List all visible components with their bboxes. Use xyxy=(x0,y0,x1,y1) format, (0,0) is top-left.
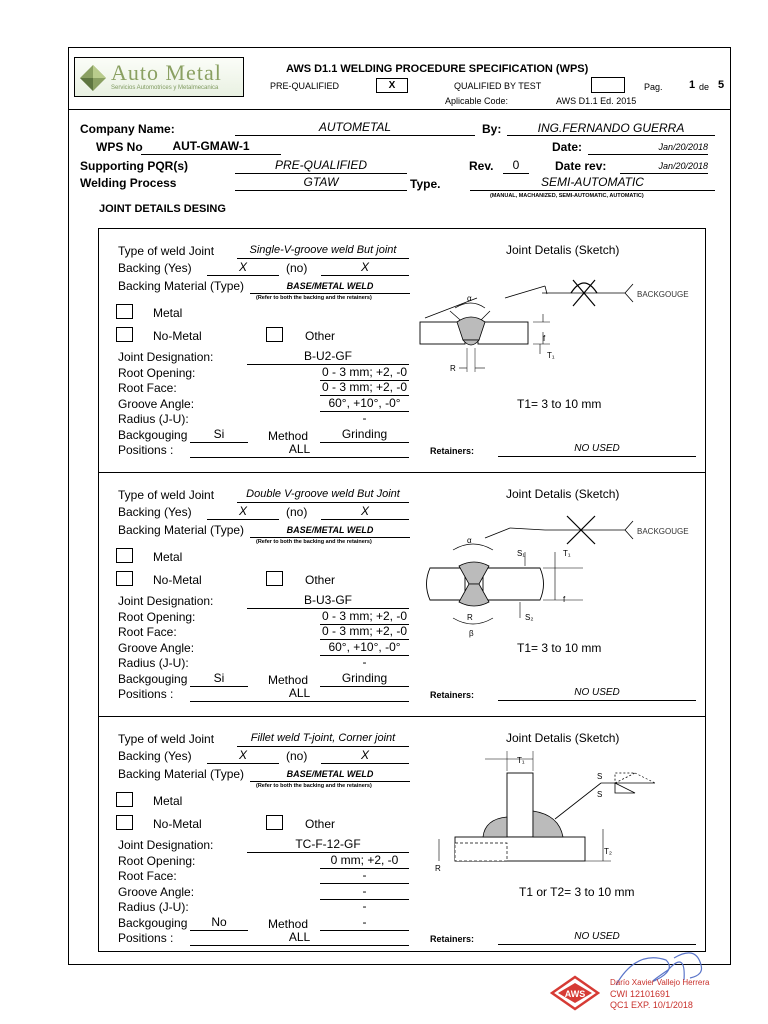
joint-designation-value-2: B-U3-GF xyxy=(247,593,409,609)
backgouge-label-1: BACKGOUGE xyxy=(637,290,689,299)
signer-cert: CWI 12101691 xyxy=(610,989,671,999)
date-label: Date: xyxy=(552,140,583,154)
groove-angle-value-1: 60°, +10°, -0° xyxy=(320,396,409,412)
method-value-1: Grinding xyxy=(320,427,409,443)
type-note: (MANUAL, MACHANIZED, SEMI-AUTOMATIC, AUTOMATIC) xyxy=(490,193,644,199)
radius-value-2: - xyxy=(362,655,367,669)
backgouging-value-2: Si xyxy=(190,671,248,687)
backing-no-label-3: (no) xyxy=(286,749,308,763)
metal-label-1: Metal xyxy=(153,306,183,320)
logo-brand: Auto Metal xyxy=(111,60,222,85)
backing-material-label-2: Backing Material (Type) xyxy=(118,523,245,537)
radius-label-3: Radius (J-U): xyxy=(118,900,189,914)
backgouging-label-3: Backgouging xyxy=(118,916,188,930)
r-label-2: R xyxy=(467,613,473,622)
alpha-label-2: α xyxy=(467,536,472,545)
root-opening-label-1: Root Opening: xyxy=(118,366,196,380)
backing-material-value-1: BASE/METAL WELD xyxy=(250,281,410,294)
backing-yes-value-2[interactable]: X xyxy=(207,504,279,520)
s1-label-2: S₁ xyxy=(517,549,526,558)
prequalified-checkbox[interactable]: X xyxy=(376,78,408,93)
sketch-double-v-groove xyxy=(415,508,705,643)
type-of-weld-label-2: Type of weld Joint xyxy=(118,488,215,502)
type-label: Type. xyxy=(410,177,441,191)
joint-designation-value-3: TC-F-12-GF xyxy=(247,837,409,853)
metal-checkbox-3[interactable] xyxy=(116,792,133,807)
root-opening-value-2: 0 - 3 mm; +2, -0 xyxy=(321,609,408,623)
retainers-value-3: NO USED xyxy=(498,931,696,945)
root-face-label-1: Root Face: xyxy=(118,381,177,395)
other-label-3: Other xyxy=(305,817,336,831)
root-face-value-1: 0 - 3 mm; +2, -0 xyxy=(321,380,408,394)
root-face-label-2: Root Face: xyxy=(118,625,177,639)
nonmetal-checkbox-1[interactable] xyxy=(116,327,133,342)
wps-label: WPS No xyxy=(96,140,143,154)
positions-label-3: Positions : xyxy=(118,931,174,945)
root-opening-label-2: Root Opening: xyxy=(118,610,196,624)
signer-name: Darío Xavier Vallejo Herrera xyxy=(610,978,710,987)
root-face-value-3: - xyxy=(320,868,409,884)
company-logo xyxy=(74,57,244,97)
backing-material-value-2: BASE/METAL WELD xyxy=(250,525,410,538)
type-of-weld-value-1: Single-V-groove weld But joint xyxy=(237,244,409,259)
diamond-logo-icon xyxy=(79,64,107,92)
date-value: Jan/20/2018 xyxy=(588,142,708,155)
retainers-label-1: Retainers: xyxy=(430,446,475,456)
nonmetal-checkbox-2[interactable] xyxy=(116,571,133,586)
groove-angle-value-2: 60°, +10°, -0° xyxy=(320,640,409,656)
groove-angle-label-3: Groove Angle: xyxy=(118,885,195,899)
retainers-label-2: Retainers: xyxy=(430,690,475,700)
page-number: 1 xyxy=(689,79,696,91)
alpha-label-1: α xyxy=(467,294,472,303)
other-label-2: Other xyxy=(305,573,336,587)
metal-checkbox-2[interactable] xyxy=(116,548,133,563)
backing-note-3: (Refer to both the backing and the retainers) xyxy=(256,783,372,789)
root-opening-label-3: Root Opening: xyxy=(118,854,196,868)
radius-value-3: - xyxy=(362,899,367,913)
root-opening-value-3: 0 mm; +2, -0 xyxy=(320,853,409,869)
type-of-weld-value-2: Double V-groove weld But Joint xyxy=(237,488,409,503)
other-checkbox-1[interactable] xyxy=(266,327,283,342)
backing-no-label-2: (no) xyxy=(286,505,308,519)
backing-yes-value-3[interactable]: X xyxy=(207,748,279,764)
code-label: Aplicable Code: xyxy=(445,96,509,106)
process-value: GTAW xyxy=(235,175,407,191)
qualified-by-test-label: QUALIFIED BY TEST xyxy=(454,81,542,91)
rev-label: Rev. xyxy=(469,159,494,173)
s2-label-2: S₂ xyxy=(525,613,534,622)
nonmetal-label-2: No-Metal xyxy=(153,573,202,587)
joint-designation-label-1: Joint Designation: xyxy=(118,350,214,364)
joint-designation-value-1: B-U2-GF xyxy=(247,349,409,365)
radius-label-1: Radius (J-U): xyxy=(118,412,189,426)
joint-designation-label-2: Joint Designation: xyxy=(118,594,214,608)
rev-value: 0 xyxy=(503,158,529,174)
backing-material-label-3: Backing Material (Type) xyxy=(118,767,245,781)
thickness-value-1: T1= 3 to 10 mm xyxy=(517,397,602,411)
retainers-value-2: NO USED xyxy=(498,687,696,701)
s-label-bottom: S xyxy=(597,790,603,799)
pqr-value: PRE-QUALIFIED xyxy=(235,158,407,174)
backing-no-value-2[interactable]: X xyxy=(321,504,409,520)
t1-label-3: T₁ xyxy=(517,756,525,765)
section-title: JOINT DETAILS DESING xyxy=(99,203,226,215)
method-value-2: Grinding xyxy=(320,671,409,687)
radius-value-1: - xyxy=(362,411,367,425)
groove-angle-label-1: Groove Angle: xyxy=(118,397,195,411)
type-value: SEMI-AUTOMATIC xyxy=(470,175,715,191)
backing-no-label-1: (no) xyxy=(286,261,308,275)
thickness-value-2: T1= 3 to 10 mm xyxy=(517,641,602,655)
retainers-label-3: Retainers: xyxy=(430,934,475,944)
positions-value-2: ALL xyxy=(190,686,409,702)
header-divider xyxy=(68,109,731,110)
sketch-single-v-groove xyxy=(415,268,705,388)
nonmetal-label-1: No-Metal xyxy=(153,329,202,343)
positions-label-1: Positions : xyxy=(118,443,174,457)
root-face-label-3: Root Face: xyxy=(118,869,177,883)
method-value-3: - xyxy=(320,915,409,931)
thickness-value-3: T1 or T2= 3 to 10 mm xyxy=(519,885,635,899)
method-label-3: Method xyxy=(268,917,309,931)
backing-yes-label-3: Backing (Yes) xyxy=(118,749,192,763)
type-of-weld-value-3: Fillet weld T-joint, Corner joint xyxy=(237,732,409,747)
logo-tagline: Servicios Automotrices y Metalmecanica xyxy=(111,85,219,91)
backing-yes-label-1: Backing (Yes) xyxy=(118,261,192,275)
date-rev-label: Date rev: xyxy=(555,159,607,173)
code-value: AWS D1.1 Ed. 2015 xyxy=(556,96,637,106)
method-label-2: Method xyxy=(268,673,309,687)
backing-no-value-3[interactable]: X xyxy=(321,748,409,764)
pqr-label: Supporting PQR(s) xyxy=(80,159,188,173)
signer-exp: QC1 EXP. 10/1/2018 xyxy=(610,1000,693,1010)
backgouging-value-1: Si xyxy=(190,427,248,443)
positions-value-3: ALL xyxy=(190,930,409,946)
radius-label-2: Radius (J-U): xyxy=(118,656,189,670)
sketch-label-3: Joint Detalis (Sketch) xyxy=(506,731,620,745)
prequalified-label: PRE-QUALIFIED xyxy=(270,81,340,91)
nonmetal-checkbox-3[interactable] xyxy=(116,815,133,830)
sketch-fillet-t-joint xyxy=(425,745,705,880)
sketch-label-1: Joint Detalis (Sketch) xyxy=(506,243,620,257)
other-label-1: Other xyxy=(305,329,336,343)
backing-material-label-1: Backing Material (Type) xyxy=(118,279,245,293)
nonmetal-label-3: No-Metal xyxy=(153,817,202,831)
groove-angle-label-2: Groove Angle: xyxy=(118,641,195,655)
backing-yes-value-1[interactable]: X xyxy=(207,260,279,276)
backing-no-value-1[interactable]: X xyxy=(321,260,409,276)
company-value: AUTOMETAL xyxy=(235,120,475,136)
root-opening-value-1: 0 - 3 mm; +2, -0 xyxy=(321,365,408,379)
positions-label-2: Positions : xyxy=(118,687,174,701)
beta-label-2: β xyxy=(469,629,474,638)
positions-value-1: ALL xyxy=(190,442,409,458)
backing-note-1: (Refer to both the backing and the retainers) xyxy=(256,295,372,301)
by-value: ING.FERNANDO GUERRA xyxy=(507,121,715,136)
metal-checkbox-1[interactable] xyxy=(116,304,133,319)
other-checkbox-2[interactable] xyxy=(266,571,283,586)
f-label-2: f xyxy=(563,595,566,604)
s-label-top: S xyxy=(597,772,603,781)
type-of-weld-label-1: Type of weld Joint xyxy=(118,244,215,258)
t1-label-1: T₁ xyxy=(547,351,555,360)
page-label: Pag. xyxy=(644,82,663,92)
backing-yes-label-2: Backing (Yes) xyxy=(118,505,192,519)
t1-label-2: T₁ xyxy=(563,549,571,558)
backing-material-value-3: BASE/METAL WELD xyxy=(250,769,410,782)
f-label-1: f xyxy=(543,334,546,343)
groove-angle-value-3: - xyxy=(320,884,409,900)
date-rev-value: Jan/20/2018 xyxy=(620,161,708,174)
by-label: By: xyxy=(482,122,502,136)
qualified-by-test-checkbox[interactable] xyxy=(591,77,625,93)
backgouging-label-2: Backgouging xyxy=(118,672,188,686)
metal-label-3: Metal xyxy=(153,794,183,808)
aws-logo xyxy=(550,975,600,1011)
backing-note-2: (Refer to both the backing and the retainers) xyxy=(256,539,372,545)
other-checkbox-3[interactable] xyxy=(266,815,283,830)
r-label-3: R xyxy=(435,864,441,873)
aws-logo-text: AWS xyxy=(564,989,586,999)
wps-value: AUT-GMAW-1 xyxy=(141,139,281,155)
metal-label-2: Metal xyxy=(153,550,183,564)
r-label-1: R xyxy=(450,364,456,373)
backgouge-label-2: BACKGOUGE xyxy=(637,527,689,536)
backgouging-label-1: Backgouging xyxy=(118,428,188,442)
backgouging-value-3: No xyxy=(190,915,248,931)
sketch-label-2: Joint Detalis (Sketch) xyxy=(506,487,620,501)
root-face-value-2: 0 - 3 mm; +2, -0 xyxy=(321,624,408,638)
method-label-1: Method xyxy=(268,429,309,443)
page-total: 5 xyxy=(718,79,725,91)
process-label: Welding Process xyxy=(80,176,177,190)
retainers-value-1: NO USED xyxy=(498,443,696,457)
page-de-label: de xyxy=(699,82,710,92)
document-title: AWS D1.1 WELDING PROCEDURE SPECIFICATION (WPS) xyxy=(286,63,589,75)
joint-designation-label-3: Joint Designation: xyxy=(118,838,214,852)
t2-label-3: T₂ xyxy=(604,847,612,856)
type-of-weld-label-3: Type of weld Joint xyxy=(118,732,215,746)
company-label: Company Name: xyxy=(80,122,175,136)
